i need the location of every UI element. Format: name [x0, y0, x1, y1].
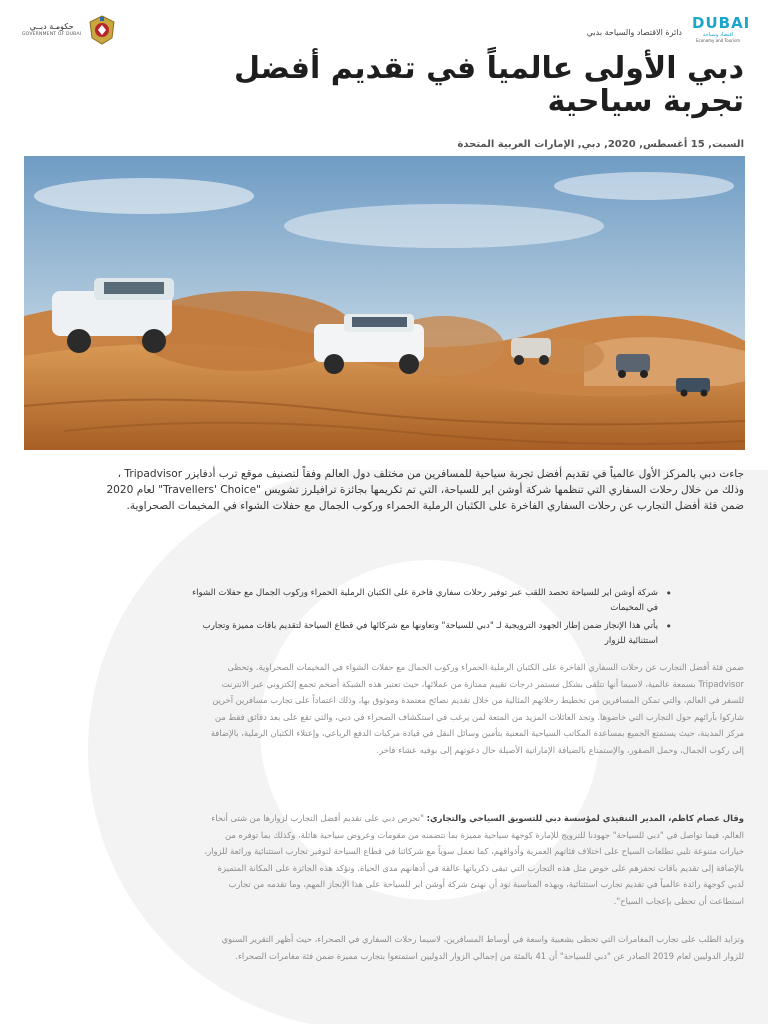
- body-paragraph-3: وتزايد الطلب على تجارب المغامرات التي تحظى بشعبية واسعة في أوساط المسافرين، لاسيما رحلات السفاري في الصحراء، حيث أظهر التقرير السنوي للزوار الدوليين لعام 2019 الصادر عن "دبي للسياحة" أن 41 بالمئة من إجمالي الزوار الدوليين استمتعوا بتجارب مميزة ضمن فئة مغامرات الصحراء.: [221, 934, 744, 961]
- article-dateline: السبت, 15 أغسطس, 2020, دبي, الإمارات العربية المتحدة: [457, 139, 744, 150]
- article-lead: جاءت دبي بالمركز الأول عالمياً في تقديم أفضل تجربة سياحية للمسافرين من مختلف دول العالم وفقاً لتصنيف موقع ترب أدفايزر Tripadvisor ، وذلك من خلال رحلات السفاري التي تنظمها شركة أوشن اير للسياحة، التي تم تكريمها بجائزة ترافيلرز تشويس "Travellers' Choice" لعام 2020 ضمن فئة أفضل التجارب عن رحلات السفاري الفاخرة على الكثبان الرملية الحمراء وركوب الجمال مع حفلات الشواء في المخيمات الصحراوية.: [106, 468, 744, 512]
- header: [0, 10, 768, 50]
- gov-logo-arabic: حكومـة دبــي: [29, 21, 74, 31]
- highlights-list: [192, 586, 672, 652]
- highlight-item: • يأتي هذا الإنجاز ضمن إطار الجهود الترويجية لـ "دبي للسياحة" وتعاونها مع شركائها في قطاع السياحة لتقديم باقات مميزة وتجارب استثنائية للزوار: [192, 619, 672, 649]
- highlight-item: • شركة أوشن اير للسياحة تحصد اللقب عبر توفير رحلات سفاري فاخرة على الكثبان الرملية الحمراء وركوب الجمال مع حفلات الشواء في المخيمات: [192, 586, 672, 616]
- dubai-logo-word: DUBAI: [692, 14, 751, 32]
- dubai-logo-arabic: اقتصاد وسياحة: [702, 32, 734, 38]
- dubai-logo-english: Economy and Tourism: [696, 38, 740, 43]
- hero-image-desert-safari: [24, 156, 745, 450]
- government-of-dubai-logo: [22, 14, 117, 46]
- article-title: دبي الأولى عالمياً في تقديم أفضل تجربة سياحية: [234, 51, 744, 119]
- body-paragraph-2: [204, 810, 744, 910]
- speaker-attribution: وقال عصام كاظم، المدير التنفيذي لمؤسسة دبي للتسويق السياحي والتجاري:: [426, 813, 744, 823]
- speaker-quote: "تحرص دبي على تقديم أفضل التجارب لزوارها من شتى أنحاء العالم، فيما تواصل في "دبي للسياحة" جهودنا للترويج للإمارة كوجهة سياحية مميزة بما تتضمنه من مقومات وعروض سياحية هائلة، وكذلك بما توفره من خيارات متنوعة تلبي تطلعات السياح على اختلاف فئاتهم العمرية وأذواقهم، كما نعمل سوياً مع شركائنا في قطاع السياحة لتوفير تجارب استثنائية ورائعة للزوار، بالإضافة إلى تقديم باقات تحفزهم على خوض مثل هذه التجارب التي تبقى ذكرياتها عالقة في أذهانهم مدى الحياة. ونؤكد هذه الجائزة على المكانة المتميزة لدبي كوجهة رائدة عالمياً في تقديم تجارب استثنائية، وبهذه المناسبة نود أن نهنئ شركة أوشن اير للسياحة على هذا الإنجاز المهم، وما تقدمه من تجارب استطاعت أن تحظى بإعجاب السياح".: [204, 813, 744, 906]
- body-paragraph-1: ضمن فئة أفضل التجارب عن رحلات السفاري الفاخرة على الكثبان الرملية الحمراء وركوب الجمال مع حفلات الشواء في المخيمات الصحراوية. وتحظى Tripadvisor بسمعة عالمية، لاسيما أنها تتلقى بشكل مستمر درجات تقييم ممتازة من عملائها، حيث تعتبر هذه الشبكة أضخم تجمع إلكتروني عبر الانترنت للسفر في العالم، والتي تمكن المسافرين من تخطيط رحلاتهم المثالية من خلال تقديم نصائح معتمدة وموثوق بها، وذلك اعتماداً على تجارب مسافرين آخرين شاركوا بآرائهم حول التجارب التي خاضوها. وتجد العائلات المزيد من المتعة لمن يرغب في استكشاف الصحراء في دبي، والتي تقع على بعد دقائق فقط من مركز المدينة، حيث يستمتع الجميع بمساعدة المكاتب السياحية المعنية بتأمين وسائل النقل في قيادة مركبات الدفع الرباعي، وإعتلاء الكثبان الرملية، بالإضافة إلى ركوب الجمال، وحمل الصقور، والإستمتاع بالضيافة الإماراتية الأصيلة حال دعوتهم إلى بوفيه عشاء فاخر.: [210, 662, 744, 755]
- gov-logo-text: [22, 23, 81, 38]
- department-name: دائرة الاقتصاد والسياحة بدبي: [586, 28, 682, 37]
- dubai-emblem-icon: [87, 14, 117, 46]
- gov-logo-english: GOVERNMENT OF DUBAI: [22, 31, 82, 37]
- dubai-economy-tourism-logo: [692, 14, 751, 43]
